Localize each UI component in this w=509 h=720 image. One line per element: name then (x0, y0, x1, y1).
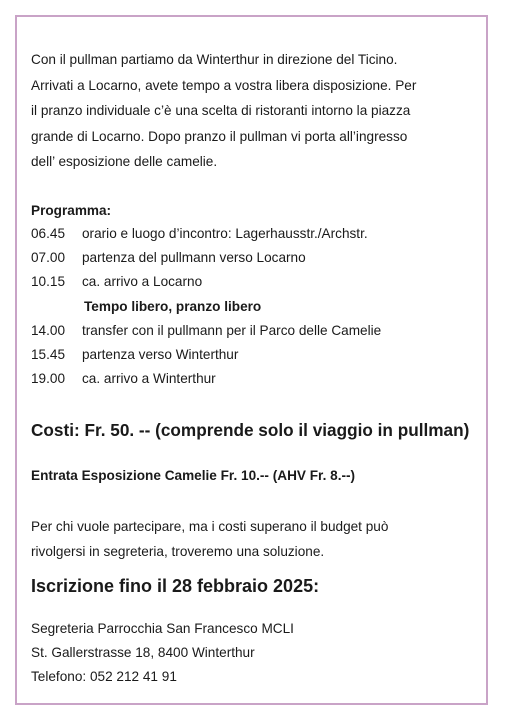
contact-name: Segreteria Parrocchia San Francesco MCLI (31, 621, 294, 636)
schedule-text: partenza del pullmann verso Locarno (82, 250, 306, 266)
schedule-text: transfer con il pullmann per il Parco delle Camelie (82, 322, 382, 338)
intro-line: il pranzo individuale c’è una scelta di ristoranti intorno la piazza (31, 103, 411, 118)
intro-line: dell’ esposizione delle camelie. (31, 154, 218, 169)
budget-line: Per chi vuole partecipare, ma i costi superano il budget può (31, 519, 389, 534)
schedule-list (31, 222, 381, 391)
contact-phone: Telefono: 052 212 41 91 (31, 669, 177, 684)
schedule-text: ca. arrivo a Winterthur (82, 371, 216, 387)
budget-line: rivolgersi in segreteria, troveremo una soluzione. (31, 544, 325, 559)
schedule-free-time (31, 295, 381, 319)
intro-line: grande di Locarno. Dopo pranzo il pullman vi porta all’ingresso (31, 128, 408, 144)
intro-paragraph (31, 47, 481, 175)
schedule-text: orario e luogo d’incontro: Lagerhausstr./Archstr. (82, 226, 368, 241)
iscrizione-deadline: Iscrizione fino il 28 febbraio 2025: (31, 576, 320, 596)
programma-heading: Programma: (31, 203, 112, 218)
schedule-row (31, 246, 381, 270)
schedule-time: 19.00 (31, 371, 66, 387)
costi-heading: Costi: Fr. 50. -- (comprende solo il viaggio in pullman) (31, 420, 470, 440)
schedule-text: Tempo libero, pranzo libero (84, 298, 262, 314)
intro-line: Con il pullman partiamo da Winterthur in direzione del Ticino. (31, 52, 398, 67)
schedule-row (31, 343, 381, 367)
contact-address: St. Gallerstrasse 18, 8400 Winterthur (31, 645, 255, 660)
schedule-time: 07.00 (31, 250, 66, 266)
schedule-text: ca. arrivo a Locarno (82, 274, 203, 290)
schedule-time: 15.45 (31, 346, 66, 362)
contact-block (31, 617, 294, 689)
schedule-time: 10.15 (31, 274, 66, 290)
schedule-time: 06.45 (31, 226, 66, 241)
budget-note (31, 514, 388, 564)
schedule-row (31, 270, 381, 294)
schedule-text: partenza verso Winterthur (82, 346, 239, 362)
intro-line: Arrivati a Locarno, avete tempo a vostra libera disposizione. Per (31, 77, 417, 93)
schedule-row (31, 319, 381, 343)
schedule-row (31, 222, 381, 246)
schedule-time: 14.00 (31, 322, 66, 338)
entrata-price: Entrata Esposizione Camelie Fr. 10.-- (AHV Fr. 8.--) (31, 468, 356, 483)
schedule-row (31, 367, 381, 391)
